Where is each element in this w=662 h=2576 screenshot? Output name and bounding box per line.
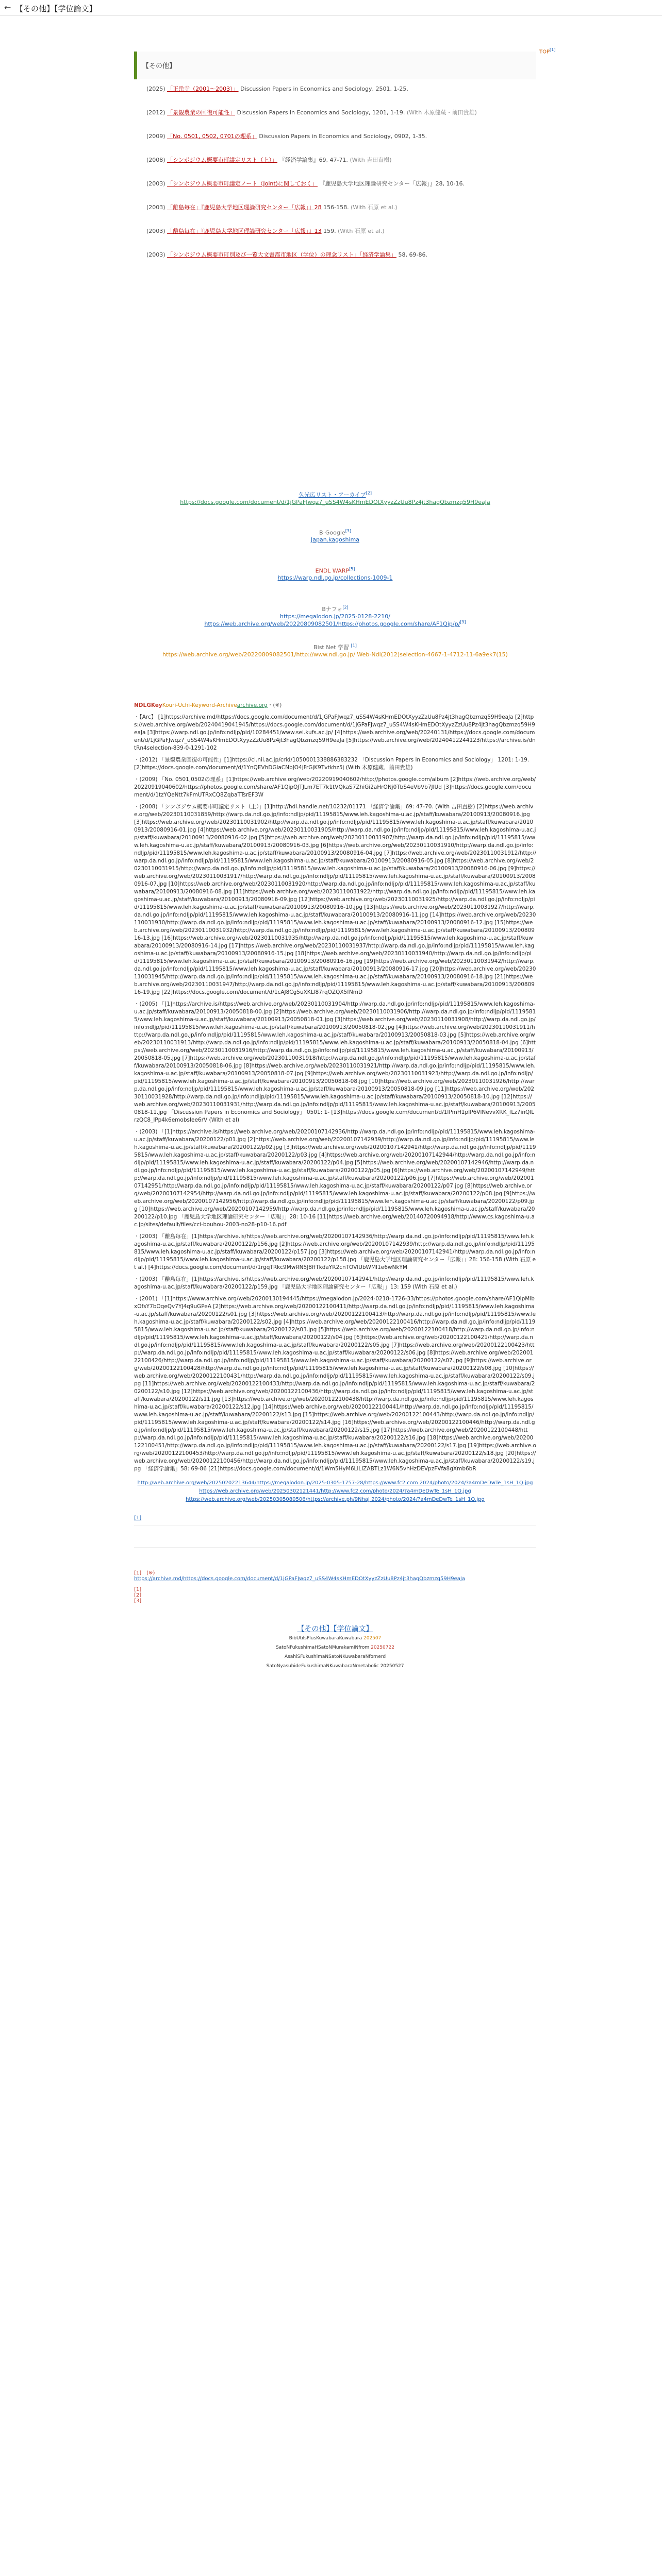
hub-warp-label: ENDL WARP <box>315 567 349 574</box>
reference-entry <box>134 1001 536 1124</box>
top-link[interactable] <box>539 47 555 55</box>
tail-links <box>134 1479 536 1504</box>
hub-line <box>134 605 536 643</box>
ref-text[interactable]: 「離島毎在」[1]https://archive.is/https://web.archive.org/web/20200107142941/http://warp.da.ndl.go.jp/info:ndljp/pid/11195815/www.leh.kagoshima-u.ac.jp/staff/kuwabara/20200122/p159.jpg 「鹿児島大学地区理論研究センター「広報」」13: 159 (With 石原 et al.) <box>134 1276 534 1290</box>
ref-text[interactable]: 「景観農業回復の可能性」[1]https://ci.nii.ac.jp/crid/1050001338886383232 「Discussion Papers in Economics and Sociology」 1201: 1-19. [2]https://docs.google.com/document/d/1YnQEVhDGlaCNbJO4jFrGjK9Tvtkhz5j (With 木原健蔵、前田貴雄) <box>134 757 529 771</box>
bibliography-item <box>146 203 536 227</box>
ref-text[interactable]: 「No. 0501,0502の理系」[1]https://web.archive.org/web/20220919040602/http://photos.google.com/album [2]https://web.archive.org/web/20220919040602/https://photos.google.com/share/AF1QipOJTJLm7ET7k1tVQkaS7ZhiGi2aHrONj0TbS4eVbVb7JlUd [3]https://docs.google.com/document/d/1tzYQeNtt7kFmUTRxCQ8ZqbaTTsrEF3W <box>134 776 536 798</box>
footnote-marker[interactable]: [9] <box>460 620 466 624</box>
bib-publication: 156-158. <box>323 204 349 211</box>
footer-text: BibUtilsPlusKuwabaraKuwabara <box>289 1636 362 1641</box>
ref-head-tail: ・(※) <box>267 702 282 708</box>
ref-text[interactable]: 「[1]https://archive.is/https://web.archive.org/web/20200107142936/http://warp.da.ndl.go.jp/info:ndljp/pid/11195815/www.leh.kagoshima-u.ac.jp/staff/kuwabara/20200122/p01.jpg [2]https://web.archive.org/web/20200107142939/http://warp.da.ndl.go.jp/info:ndljp/pid/11195815/www.leh.kagoshima-u.ac.jp/staff/kuwabara/20200122/p02.jpg [3]https://web.archive.org/web/20200107142941/http://warp.da.ndl.go.jp/info:ndljp/pid/11195815/www.leh.kagoshima-u.ac.jp/staff/kuwabara/20200122/p03.jpg [4]https://web.archive.org/web/20200107142944/http://warp.da.ndl.go.jp/info:ndljp/pid/11195815/www.leh.kagoshima-u.ac.jp/staff/kuwabara/20200122/p04.jpg [5]https://web.archive.org/web/20200107142946/http://warp.da.ndl.go.jp/info:ndljp/pid/11195815/www.leh.kagoshima-u.ac.jp/staff/kuwabara/20200122/p05.jpg [6]https://web.archive.org/web/20200107142949/http://warp.da.ndl.go.jp/info:ndljp/pid/11195815/www.leh.kagoshima-u.ac.jp/staff/kuwabara/20200122/p06.jpg [7]https://web.archive.org/web/20200107142951/http://warp.da.ndl.go.jp/info:ndljp/pid/11195815/www.leh.kagoshima-u.ac.jp/staff/kuwabara/20200122/p07.jpg [8]https://web.archive.org/web/20200107142954/http://warp.da.ndl.go.jp/info:ndljp/pid/11195815/www.leh.kagoshima-u.ac.jp/staff/kuwabara/20200122/p08.jpg [9]https://web.archive.org/web/20200107142956/http://warp.da.ndl.go.jp/info:ndljp/pid/11195815/www.leh.kagoshima-u.ac.jp/staff/kuwabara/20200122/p09.jpg [10]https://web.archive.org/web/20200107142959/http://warp.da.ndl.go.jp/info:ndljp/pid/11195815/www.leh.kagoshima-u.ac.jp/staff/kuwabara/20200122/p10.jpg 「鹿児島大学地区理論研究センター「広報」」28: 10-16 [11]https://web.archive.org/web/20140720094918/http://www.cs.kagoshima-u.ac.jp/sites/default/files/cci-bouhou-2003-no28-p10-16.pdf <box>134 1129 536 1228</box>
footer-line: SatoNyasuhideFukushimaNKuwabaraNmetabolic 20250527 <box>266 1664 404 1669</box>
bib-year: (2003) <box>146 180 166 187</box>
footnote-marker[interactable]: [1] <box>351 643 357 648</box>
bib-year: (2025) <box>146 86 166 92</box>
bracket-url[interactable]: https://archive.md/https://docs.google.com/document/d/1jGPaFJwqz7_uSS4W4sKHmEDOtXyyzZzUu8Pz4jt3hagQbzmzq59H9eaJa <box>134 1576 465 1582</box>
footer-line <box>134 1634 536 1643</box>
reference-entry <box>134 776 536 799</box>
footer <box>134 1624 536 1671</box>
hub-archive-link[interactable]: 久光広リスト・アーカイブ <box>299 492 366 498</box>
ref-label: ・(2003) <box>134 1276 158 1282</box>
footer-text: SatoNFukushimaHSatoNMurakamiNfrom <box>276 1645 370 1650</box>
bib-title-link[interactable]: 「景観農業の回復可能性」 <box>167 109 236 116</box>
hub-megalodon-link[interactable]: https://megalodon.jp/2025-0128-2210/ <box>280 613 390 620</box>
footer-line <box>134 1643 536 1652</box>
section-title: 【その他】 <box>142 62 176 70</box>
bracket-one <box>134 1514 536 1521</box>
reference-header <box>134 702 536 709</box>
bib-title-link[interactable]: 「シンポジウム概要市町別及び一覧大文書都市地区（学位）の理念リスト」「経済学論集」 <box>167 251 396 258</box>
footer-line: AsahiSFukushimaNSatoNKuwabaraNfornerd <box>284 1654 386 1659</box>
footnote-marker[interactable]: [2] <box>366 490 372 496</box>
ref-label: ・(2001) <box>134 1296 158 1302</box>
hub-warp-link[interactable]: https://warp.ndl.go.jp/collections-1009-1 <box>277 574 393 581</box>
reference-entry <box>134 1276 536 1291</box>
bracket-one-link[interactable]: [1] <box>134 1515 142 1521</box>
main-content <box>134 47 556 1671</box>
footnote-marker[interactable]: [3] <box>345 529 352 533</box>
bib-year: (2008) <box>146 157 166 163</box>
ref-label: ・【Arc】 <box>134 714 157 720</box>
bib-publication: 『鹿児島大学地区理論研究センター「広報」』28, 10-16. <box>319 180 465 187</box>
bib-title-link[interactable]: 「シンポジウム概要市町議定リスト（上）」 <box>167 157 277 163</box>
bib-year: (2003) <box>146 228 166 234</box>
page-title: 【その他】【学位論文】 <box>15 4 97 13</box>
ref-label: ・(2009) <box>134 776 158 783</box>
footnote-marker[interactable]: [5] <box>349 567 355 571</box>
bib-year: (2012) <box>146 109 166 116</box>
ref-label: ・(2005) <box>134 1001 158 1007</box>
footer-accent: 202507 <box>363 1636 382 1641</box>
bib-title-link[interactable]: 「離島毎在」『鹿児島大学地区理論研究センター「広報」』13 <box>167 228 322 234</box>
bib-title-link[interactable]: 「シンポジウム概要市町議定ノート（Joint)に関しておく」 <box>167 180 318 187</box>
top-link-footnote[interactable]: [1] <box>550 47 556 52</box>
mark-list <box>134 1587 536 1604</box>
bibliography-item <box>146 156 536 179</box>
ref-text[interactable]: 「[1]https://www.archive.org/web/20200130194445/https://megalodon.jp/2024-0218-1726-33/https://photos.google.com/share/AF1QipMlbxOfsY7bOqeQv7YJ4q9uGPeA [2]https://web.archive.org/web/20200122100411/http://warp.da.ndl.go.jp/info:ndljp/pid/11195815/www.leh.kagoshima-u.ac.jp/staff/kuwabara/20200122/s01.jpg [3]https://web.archive.org/web/20200122100413/http://warp.da.ndl.go.jp/info:ndljp/pid/11195815/www.leh.kagoshima-u.ac.jp/staff/kuwabara/20200122/s02.jpg [4]https://web.archive.org/web/20200122100416/http://warp.da.ndl.go.jp/info:ndljp/pid/11195815/www.leh.kagoshima-u.ac.jp/staff/kuwabara/20200122/s03.jpg [5]https://web.archive.org/web/20200122100418/http://warp.da.ndl.go.jp/info:ndljp/pid/11195815/www.leh.kagoshima-u.ac.jp/staff/kuwabara/20200122/s04.jpg [6]https://web.archive.org/web/20200122100421/http://warp.da.ndl.go.jp/info:ndljp/pid/11195815/www.leh.kagoshima-u.ac.jp/staff/kuwabara/20200122/s05.jpg [7]https://web.archive.org/web/20200122100423/http://warp.da.ndl.go.jp/info:ndljp/pid/11195815/www.leh.kagoshima-u.ac.jp/staff/kuwabara/20200122/s06.jpg [8]https://web.archive.org/web/20200122100426/http://warp.da.ndl.go.jp/info:ndljp/pid/11195815/www.leh.kagoshima-u.ac.jp/staff/kuwabara/20200122/s07.jpg [9]https://web.archive.org/web/20200122100428/http://warp.da.ndl.go.jp/info:ndljp/pid/11195815/www.leh.kagoshima-u.ac.jp/staff/kuwabara/20200122/s08.jpg [10]https://web.archive.org/web/20200122100431/http://warp.da.ndl.go.jp/info:ndljp/pid/11195815/www.leh.kagoshima-u.ac.jp/staff/kuwabara/20200122/s09.jpg [11]https://web.archive.org/web/20200122100433/http://warp.da.ndl.go.jp/info:ndljp/pid/11195815/www.leh.kagoshima-u.ac.jp/staff/kuwabara/20200122/s10.jpg [12]https://web.archive.org/web/20200122100436/http://warp.da.ndl.go.jp/info:ndljp/pid/11195815/www.leh.kagoshima-u.ac.jp/staff/kuwabara/20200122/s11.jpg [13]https://web.archive.org/web/20200122100438/http://warp.da.ndl.go.jp/info:ndljp/pid/11195815/www.leh.kagoshima-u.ac.jp/staff/kuwabara/20200122/s12.jpg [14]https://web.archive.org/web/20200122100441/http://warp.da.ndl.go.jp/info:ndljp/pid/11195815/www.leh.kagoshima-u.ac.jp/staff/kuwabara/20200122/s13.jpg [15]https://web.archive.org/web/20200122100443/http://warp.da.ndl.go.jp/info:ndljp/pid/11195815/www.leh.kagoshima-u.ac.jp/staff/kuwabara/20200122/s14.jpg [16]https://web.archive.org/web/20200122100446/http://warp.da.ndl.go.jp/info:ndljp/pid/11195815/www.leh.kagoshima-u.ac.jp/staff/kuwabara/20200122/s15.jpg [17]https://web.archive.org/web/20200122100448/http://warp.da.ndl.go.jp/info:ndljp/pid/11195815/www.leh.kagoshima-u.ac.jp/staff/kuwabara/20200122/s16.jpg [18]https://web.archive.org/web/20200122100451/http://warp.da.ndl.go.jp/info:ndljp/pid/11195815/www.leh.kagoshima-u.ac.jp/staff/kuwabara/20200122/s17.jpg [19]https://web.archive.org/web/20200122100453/http://warp.da.ndl.go.jp/info:ndljp/pid/11195815/www.leh.kagoshima-u.ac.jp/staff/kuwabara/20200122/s18.jpg [20]https://web.archive.org/web/20200122100456/http://warp.da.ndl.go.jp/info:ndljp/pid/11195815/www.leh.kagoshima-u.ac.jp/staff/kuwabara/20200122/s19.jpg 「経済学論集」58: 69-86 [21]https://docs.google.com/document/d/1Wm5HyM6LlLIZABTLz1W6N5vhHzDEVpzFVfa8gXmb6bR <box>134 1296 536 1472</box>
bib-title-link[interactable]: 「離島毎在」『鹿児島大学地区理論研究センター「広報」』28 <box>167 204 322 211</box>
ref-text[interactable]: 「離島毎在」[1]https://archive.is/https://web.archive.org/web/20200107142936/http://warp.da.ndl.go.jp/info:ndljp/pid/11195815/www.leh.kagoshima-u.ac.jp/staff/kuwabara/20200122/p156.jpg [2]https://web.archive.org/web/20200107142939/http://warp.da.ndl.go.jp/info:ndljp/pid/11195815/www.leh.kagoshima-u.ac.jp/staff/kuwabara/20200122/p157.jpg [3]https://web.archive.org/web/20200107142941/http://warp.da.ndl.go.jp/info:ndljp/pid/11195815/www.leh.kagoshima-u.ac.jp/staff/kuwabara/20200122/p158.jpg 「鹿児島大学地区理論研究センター「広報」」28: 156-158 (With 石原 et al.) [4]https://docs.google.com/document/d/1rgqTRkc9MwRN5J8ffTkdaYR2cnTOVlUbWMI1e6wNkYM <box>134 1233 536 1270</box>
bib-publication: Discussion Papers in Economics and Sociology, 0902, 1-35. <box>259 133 427 140</box>
bibliography-item <box>146 84 536 108</box>
hub-google-link[interactable]: Japan.kagoshima <box>310 536 360 543</box>
hub-line <box>134 643 536 681</box>
bib-publication: Discussion Papers in Economics and Sociology, 2501, 1-25. <box>240 86 408 92</box>
bibliography-list <box>134 84 536 274</box>
divider <box>134 1547 536 1548</box>
hub-net-link[interactable]: https://web.archive.org/web/20220809082501/http://www.ndl.go.jp/ Web-Ndl(2012)selection-4667-1-4712-11-6a9ek7(15) <box>162 651 508 658</box>
bib-publication: Discussion Papers in Economics and Sociology, 1201, 1-19. <box>237 109 405 116</box>
link-hub <box>134 490 536 681</box>
footer-tag-link[interactable]: 【その他】【学位論文】 <box>297 1625 373 1633</box>
tail-link[interactable]: https://web.archive.org/web/20250305080506/https://archive.ph/9NhaJ 2024/photo/2024/?a4mDeDwTe_1sH_1Q.jpg <box>186 1497 485 1502</box>
bibliography-item <box>146 227 536 250</box>
bib-coauthors: (With 石原 et al.) <box>351 204 398 211</box>
ref-text[interactable]: [1]https://archive.md/https://docs.google.com/document/d/1jGPaFJwqz7_uSS4W4sKHmEDOtXyyzZzUu8Pz4jt3hagQbzmzq59H9eaJa [2]https://web.archive.org/web/20240419041945/https://docs.google.com/document/d/1jGPaFJwqz7_uSS4W4sKHmEDOtXyyzZzUu8Pz4jt3hagQbzmzq59H9eaJa [3]https://warp.ndl.go.jp/info:ndljp/pid/10284451/www.sei.kufs.ac.jp/ [4]https://web.archive.org/web/20240131/https://docs.google.com/document/d/1jGPaFJwqz7_uSS4W4sKHmEDOtXyyzZzUu8Pz4jt3hagQbzmzq59H9eaJa [5]https://web.archive.org/web/20240412244123/https://archive.is/dntRn4selection-839-0-1291-102 <box>134 714 536 751</box>
mark-item[interactable]: [1] <box>134 1587 142 1592</box>
ref-label: ・(2003) <box>134 1233 158 1240</box>
reference-entry <box>134 756 536 772</box>
bib-year: (2003) <box>146 251 166 258</box>
hub-archive-url[interactable]: https://docs.google.com/document/d/1jGPaFJwqz7_uSS4W4sKHmEDOtXyyzZzUu8Pz4jt3hagQbzmzq59H9eaJa <box>180 499 490 505</box>
arrow-left-icon[interactable]: ← <box>4 3 11 12</box>
hub-line <box>134 529 536 567</box>
bibliography-item <box>146 108 536 132</box>
ref-head-middle: Kouri-Uchi-Keyword-Archive <box>162 702 237 708</box>
footnote-marker[interactable]: [2] <box>342 605 349 610</box>
bracket-block <box>134 1568 536 1604</box>
bib-coauthors: (With 吉田直樹) <box>350 157 392 163</box>
reference-entry <box>134 1128 536 1229</box>
top-bar <box>0 0 662 16</box>
bib-title-link[interactable]: 「正岳寺（2001〜2003）」 <box>167 86 239 92</box>
ref-text[interactable]: 「[1]https://archive.is/https://web.archive.org/web/20230110031904/http://warp.da.ndl.go.jp/info:ndljp/pid/11195815/www.leh.kagoshima-u.ac.jp/staff/kuwabara/20100913/20050818-00.jpg [2]https://web.archive.org/web/20230110031906/http://warp.da.ndl.go.jp/info:ndljp/pid/11195815/www.leh.kagoshima-u.ac.jp/staff/kuwabara/20100913/20050818-01.jpg [3]https://web.archive.org/web/20230110031908/http://warp.da.ndl.go.jp/info:ndljp/pid/11195815/www.leh.kagoshima-u.ac.jp/staff/kuwabara/20100913/20050818-02.jpg [4]https://web.archive.org/web/20230110031911/http://warp.da.ndl.go.jp/info:ndljp/pid/11195815/www.leh.kagoshima-u.ac.jp/staff/kuwabara/20100913/20050818-03.jpg [5]https://web.archive.org/web/20230110031913/http://warp.da.ndl.go.jp/info:ndljp/pid/11195815/www.leh.kagoshima-u.ac.jp/staff/kuwabara/20100913/20050818-04.jpg [6]https://web.archive.org/web/20230110031916/http://warp.da.ndl.go.jp/info:ndljp/pid/11195815/www.leh.kagoshima-u.ac.jp/staff/kuwabara/20100913/20050818-05.jpg [7]https://web.archive.org/web/20230110031918/http://warp.da.ndl.go.jp/info:ndljp/pid/11195815/www.leh.kagoshima-u.ac.jp/staff/kuwabara/20100913/20050818-06.jpg [8]https://web.archive.org/web/20230110031921/http://warp.da.ndl.go.jp/info:ndljp/pid/11195815/www.leh.kagoshima-u.ac.jp/staff/kuwabara/20100913/20050818-07.jpg [9]https://web.archive.org/web/20230110031923/http://warp.da.ndl.go.jp/info:ndljp/pid/11195815/www.leh.kagoshima-u.ac.jp/staff/kuwabara/20100913/20050818-08.jpg [10]https://web.archive.org/web/20230110031926/http://warp.da.ndl.go.jp/info:ndljp/pid/11195815/www.leh.kagoshima-u.ac.jp/staff/kuwabara/20100913/20050818-09.jpg [11]https://web.archive.org/web/20230110031928/http://warp.da.ndl.go.jp/info:ndljp/pid/11195815/www.leh.kagoshima-u.ac.jp/staff/kuwabara/20100913/20050818-10.jpg [12]https://web.archive.org/web/20230110031931/http://warp.da.ndl.go.jp/info:ndljp/pid/11195815/www.leh.kagoshima-u.ac.jp/staff/kuwabara/20100913/20050818-11.jpg 「Discussion Papers in Economics and Sociology」 0501: 1- [13]https://docs.google.com/document/d/1lPmH1pIP6VlNevvXRK_fLz7inQlLrzQC8_lPp4k6emobsIee6rV (With et al) <box>134 1001 536 1123</box>
ref-label: ・(2008) <box>134 804 158 810</box>
hub-line <box>134 567 536 605</box>
bibliography-item <box>146 132 536 156</box>
hub-photo-link[interactable]: https://web.archive.org/web/20220809082501/https://photos.google.com/share/AF1Qip/p/ <box>204 620 460 628</box>
tail-link[interactable]: http://web.archive.org/web/20250202213644/https://megalodon.jp/2025-0305-1757-28/https://www.fc2.com 2024/photo/2024/?a4mDeDwTe_1sH_1Q.jpg <box>137 1480 533 1486</box>
ref-head-prefix: NDLGKey <box>134 702 162 708</box>
footer-accent: 20250722 <box>371 1645 394 1650</box>
mark-item[interactable]: [3] <box>134 1598 142 1604</box>
bib-publication: 159. <box>323 228 336 234</box>
hub-google-label: B-Google <box>319 529 345 536</box>
hub-line <box>134 490 536 529</box>
bib-publication: 『経済学論集』69, 47-71. <box>279 157 348 163</box>
reference-entry <box>134 714 536 752</box>
tail-link[interactable]: https://web.archive.org/web/20250302121441/http://www.fc2.com/photo/2024/?a4mDeDwTe_1sH_1Q.jpg <box>199 1488 471 1494</box>
ref-label: ・(2003) <box>134 1129 158 1135</box>
bracket-line: [1] (※) <box>134 1570 155 1576</box>
bibliography-item <box>146 250 536 274</box>
bib-coauthors: (With 石原 et al.) <box>338 228 385 234</box>
ref-text[interactable]: 「シンポジウム概要市町議定リスト（上）」[1]http://hdl.handle.net/10232/01171 「経済学論集」69: 47-70. (With 吉田直樹) [2]https://web.archive.org/web/20230110031859/http://warp.da.ndl.go.jp/info:ndljp/pid/11195815/www.leh.kagoshima-u.ac.jp/staff/kuwabara/20100913/20080916.jpg [3]https://web.archive.org/web/20230110031902/http://warp.da.ndl.go.jp/info:ndljp/pid/11195815/www.leh.kagoshima-u.ac.jp/staff/kuwabara/20100913/20080916-01.jpg [4]https://web.archive.org/web/20230110031905/http://warp.da.ndl.go.jp/info:ndljp/pid/11195815/www.leh.kagoshima-u.ac.jp/staff/kuwabara/20100913/20080916-02.jpg [5]https://web.archive.org/web/20230110031907/http://warp.da.ndl.go.jp/info:ndljp/pid/11195815/www.leh.kagoshima-u.ac.jp/staff/kuwabara/20100913/20080916-03.jpg [6]https://web.archive.org/web/20230110031910/http://warp.da.ndl.go.jp/info:ndljp/pid/11195815/www.leh.kagoshima-u.ac.jp/staff/kuwabara/20100913/20080916-04.jpg [7]https://web.archive.org/web/20230110031912/http://warp.da.ndl.go.jp/info:ndljp/pid/11195815/www.leh.kagoshima-u.ac.jp/staff/kuwabara/20100913/20080916-05.jpg [8]https://web.archive.org/web/20230110031915/http://warp.da.ndl.go.jp/info:ndljp/pid/11195815/www.leh.kagoshima-u.ac.jp/staff/kuwabara/20100913/20080916-06.jpg [9]https://web.archive.org/web/20230110031917/http://warp.da.ndl.go.jp/info:ndljp/pid/11195815/www.leh.kagoshima-u.ac.jp/staff/kuwabara/20100913/20080916-07.jpg [10]https://web.archive.org/web/20230110031920/http://warp.da.ndl.go.jp/info:ndljp/pid/11195815/www.leh.kagoshima-u.ac.jp/staff/kuwabara/20100913/20080916-08.jpg [11]https://web.archive.org/web/20230110031922/http://warp.da.ndl.go.jp/info:ndljp/pid/11195815/www.leh.kagoshima-u.ac.jp/staff/kuwabara/20100913/20080916-09.jpg [12]https://web.archive.org/web/20230110031925/http://warp.da.ndl.go.jp/info:ndljp/pid/11195815/www.leh.kagoshima-u.ac.jp/staff/kuwabara/20100913/20080916-10.jpg [13]https://web.archive.org/web/20230110031927/http://warp.da.ndl.go.jp/info:ndljp/pid/11195815/www.leh.kagoshima-u.ac.jp/staff/kuwabara/20100913/20080916-11.jpg [14]https://web.archive.org/web/20230110031930/http://warp.da.ndl.go.jp/info:ndljp/pid/11195815/www.leh.kagoshima-u.ac.jp/staff/kuwabara/20100913/20080916-12.jpg [15]https://web.archive.org/web/20230110031932/http://warp.da.ndl.go.jp/info:ndljp/pid/11195815/www.leh.kagoshima-u.ac.jp/staff/kuwabara/20100913/20080916-13.jpg [16]https://web.archive.org/web/20230110031935/http://warp.da.ndl.go.jp/info:ndljp/pid/11195815/www.leh.kagoshima-u.ac.jp/staff/kuwabara/20100913/20080916-14.jpg [17]https://web.archive.org/web/20230110031937/http://warp.da.ndl.go.jp/info:ndljp/pid/11195815/www.leh.kagoshima-u.ac.jp/staff/kuwabara/20100913/20080916-15.jpg [18]https://web.archive.org/web/20230110031940/http://warp.da.ndl.go.jp/info:ndljp/pid/11195815/www.leh.kagoshima-u.ac.jp/staff/kuwabara/20100913/20080916-16.jpg [19]https://web.archive.org/web/20230110031942/http://warp.da.ndl.go.jp/info:ndljp/pid/11195815/www.leh.kagoshima-u.ac.jp/staff/kuwabara/20100913/20080916-17.jpg [20]https://web.archive.org/web/20230110031945/http://warp.da.ndl.go.jp/info:ndljp/pid/11195815/www.leh.kagoshima-u.ac.jp/staff/kuwabara/20100913/20080916-18.jpg [21]https://web.archive.org/web/20230110031947/http://warp.da.ndl.go.jp/info:ndljp/pid/11195815/www.leh.kagoshima-u.ac.jp/staff/kuwabara/20100913/20080916-19.jpg [22]https://docs.google.com/document/d/1cAJ8Cg5uXKLl87rqOZQX5fNmD <box>134 804 536 995</box>
ref-head-suffix[interactable]: archive.org <box>237 702 268 708</box>
bib-year: (2003) <box>146 204 166 211</box>
bib-year: (2009) <box>146 133 166 140</box>
top-link-label[interactable]: TOP <box>539 49 550 55</box>
reference-list <box>134 702 536 1473</box>
reference-entry <box>134 1295 536 1473</box>
hub-photo-label: Bナフォ <box>322 606 343 613</box>
spacer <box>134 1530 536 1543</box>
ref-label: ・(2012) <box>134 757 158 763</box>
section-header <box>134 47 556 79</box>
bib-title-link[interactable]: 「No. 0501, 0502, 0701の理系」 <box>167 133 257 140</box>
hub-net-label: Bist Net 学習 <box>313 644 351 651</box>
bib-publication: 58, 69-86. <box>398 251 427 258</box>
bib-coauthors: (With 木原健蔵・前田貴雄) <box>406 109 477 116</box>
bibliography-item <box>146 179 536 203</box>
reference-entry <box>134 803 536 996</box>
mark-item[interactable]: [2] <box>134 1592 142 1598</box>
reference-entry <box>134 1233 536 1272</box>
divider <box>134 1525 536 1526</box>
